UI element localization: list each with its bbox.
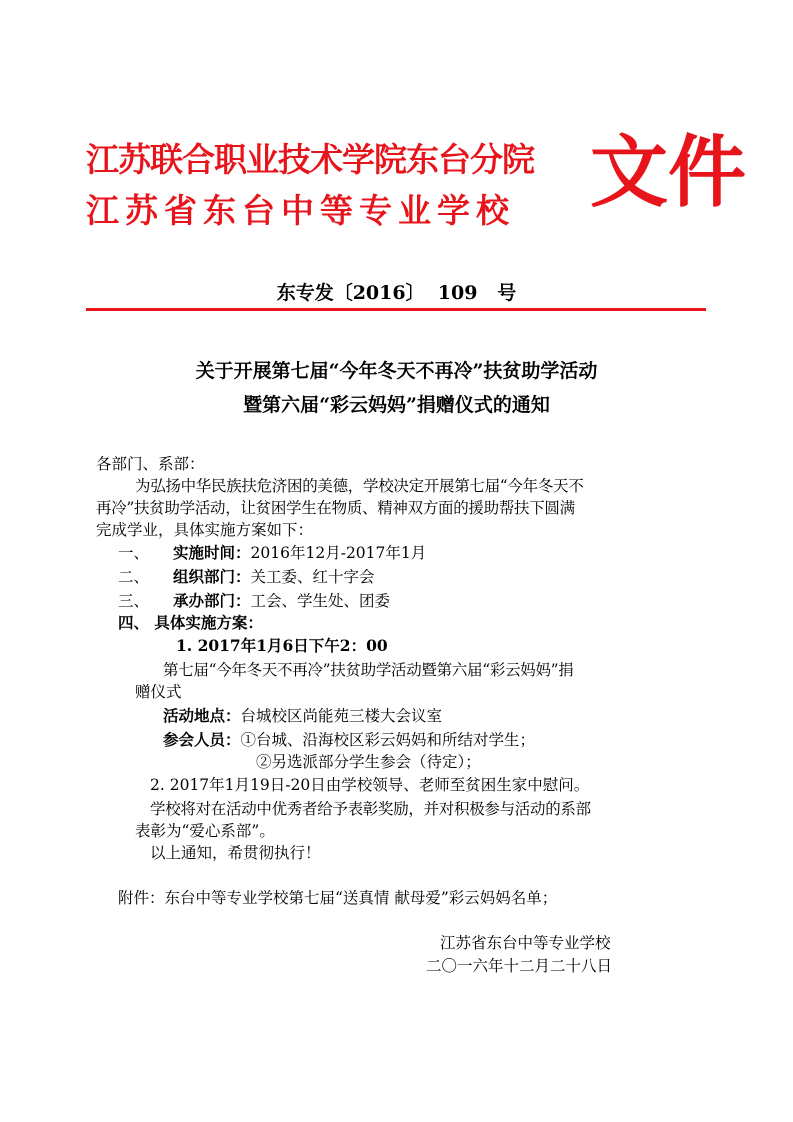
- red-divider: [86, 308, 706, 311]
- participants-value: ①台城、沿海校区彩云妈妈和所结对学生；: [240, 731, 536, 749]
- signature: 江苏省东台中等专业学校: [440, 934, 611, 952]
- intro-line3: 完成学业，具体实施方案如下：: [96, 521, 314, 539]
- doc-word: 文件: [590, 127, 747, 218]
- item-value: 关工委、红十字会: [250, 568, 375, 586]
- item-number: 一、: [118, 544, 150, 562]
- intro-line1: 为弘扬中华民族扶危济困的美德，学校决定开展第七届“今年冬天不: [135, 477, 584, 495]
- participants: [163, 729, 535, 751]
- item-label: 实施时间：: [173, 543, 251, 562]
- item-number: 三、: [118, 592, 150, 610]
- salutation: 各部门、系部：: [96, 455, 205, 473]
- list-item: [118, 566, 375, 588]
- plan2: 2. 2017年1月19日-20日由学校领导、老师至贫困生家中慰问。: [150, 776, 590, 794]
- item-value: 2016年12月-2017年1月: [250, 544, 427, 562]
- participants-value-2: ②另选派部分学生参会（待定）；: [256, 753, 481, 771]
- closing: 以上通知，希贯彻执行！: [150, 844, 321, 862]
- list-item: [118, 542, 426, 564]
- reward-line1: 学校将对在活动中优秀者给予表彰奖励，并对积极参与活动的系部: [150, 800, 591, 818]
- item-label: 承办部门：: [173, 591, 251, 610]
- item-value: 工会、学生处、团委: [250, 592, 391, 610]
- document-number: 东专发〔2016〕 109 号: [276, 282, 517, 304]
- plan1-time: 1. 2017年1月6日下午2：00: [176, 636, 388, 655]
- plan1-desc-line1: 第七届“今年冬天不再冷”扶贫助学活动暨第六届“彩云妈妈”捐: [163, 661, 574, 679]
- plan1-desc-line2: 赠仪式: [135, 683, 182, 701]
- list-item: [118, 590, 390, 612]
- date: 二〇一六年十二月二十八日: [426, 957, 613, 975]
- notice-title-line2: 暨第六届“彩云妈妈”捐赠仪式的通知: [243, 394, 550, 416]
- section-heading: 四、 具体实施方案：: [118, 613, 263, 632]
- notice-title-line1: 关于开展第七届“今年冬天不再冷”扶贫助学活动: [195, 360, 598, 382]
- org-name-line2: 江苏省东台中等专业学校: [86, 191, 515, 230]
- location-value: 台城校区尚能苑三楼大会议室: [240, 707, 443, 725]
- item-number: 二、: [118, 568, 150, 586]
- item-label: 组织部门：: [173, 567, 251, 586]
- reward-line2: 表彰为“爱心系部”。: [135, 822, 275, 840]
- location: [163, 705, 442, 727]
- org-name-line1: 江苏联合职业技术学院东台分院: [86, 140, 534, 179]
- intro-line2: 再冷”扶贫助学活动，让贫困学生在物质、精神双方面的援助帮扶下圆满: [96, 499, 575, 517]
- attachment: 附件：东台中等专业学校第七届“送真情 献母爱”彩云妈妈名单；: [118, 889, 558, 907]
- participants-label: 参会人员：: [163, 730, 241, 749]
- location-label: 活动地点：: [163, 706, 241, 725]
